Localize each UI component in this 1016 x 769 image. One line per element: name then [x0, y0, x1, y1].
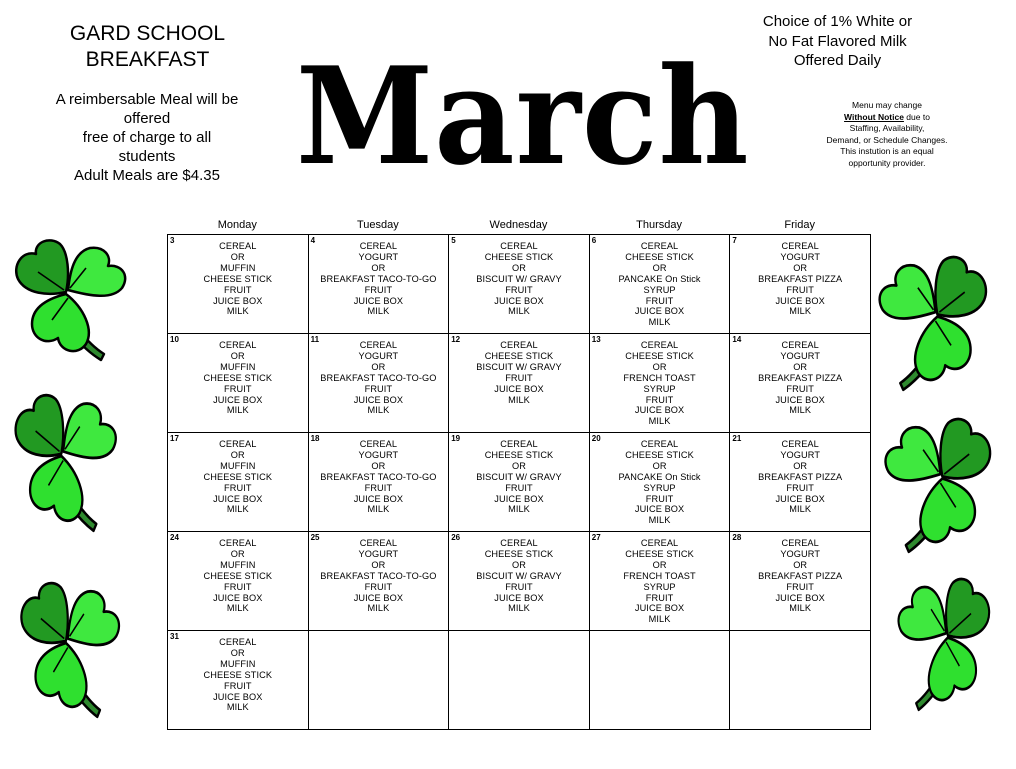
- calendar-day-cell: [308, 433, 449, 532]
- menu-item: MILK: [508, 603, 530, 614]
- calendar-empty-cell: [308, 631, 449, 730]
- menu-items: [730, 532, 870, 614]
- day-number: 3: [170, 236, 175, 245]
- menu-items: [309, 532, 449, 614]
- menu-item: OR: [652, 559, 667, 570]
- menu-item: CEREAL: [219, 538, 257, 548]
- menu-item: JUICE BOX: [634, 504, 685, 515]
- menu-item: CEREAL: [500, 439, 538, 449]
- menu-item: CHEESE STICK: [625, 350, 694, 361]
- menu-item: YOGURT: [358, 350, 399, 361]
- menu-items: [449, 235, 589, 317]
- menu-item: JUICE BOX: [353, 394, 404, 405]
- menu-item: FRUIT: [224, 284, 252, 295]
- day-number: 26: [451, 533, 461, 542]
- menu-item: CEREAL: [781, 340, 819, 350]
- shamrock-icon: [8, 234, 133, 362]
- menu-items: [168, 631, 308, 713]
- weekday-header: Monday: [217, 219, 257, 231]
- menu-item: OR: [230, 647, 245, 658]
- menu-item: CHEESE STICK: [203, 570, 273, 581]
- menu-item: BISCUIT W/ GRAVY: [476, 570, 562, 581]
- menu-item: FRUIT: [224, 581, 252, 592]
- menu-item: BREAKFAST PIZZA: [758, 471, 843, 482]
- menu-item: OR: [371, 460, 386, 471]
- shamrock-icon: [872, 250, 994, 392]
- menu-item: CEREAL: [640, 340, 679, 350]
- weekday-header: Thursday: [636, 219, 682, 231]
- milk-note: [745, 12, 930, 71]
- menu-items: [309, 433, 449, 515]
- calendar-day-cell: [168, 631, 309, 730]
- menu-item: YOGURT: [358, 548, 399, 559]
- menu-item: CHEESE STICK: [484, 449, 554, 460]
- menu-items: [730, 334, 870, 416]
- disclaimer-line: Menu may change: [852, 100, 922, 110]
- menu-items: [449, 334, 589, 405]
- menu-item: MUFFIN: [220, 658, 256, 669]
- menu-item: CEREAL: [219, 340, 257, 350]
- menu-item: CHEESE STICK: [203, 372, 273, 383]
- menu-item: FRUIT: [364, 383, 393, 394]
- calendar-day-cell: [589, 433, 730, 532]
- menu-item: JUICE BOX: [353, 592, 404, 603]
- shamrock-icon: [878, 412, 998, 554]
- day-number: 25: [310, 533, 320, 542]
- menu-item: CEREAL: [640, 439, 679, 449]
- menu-item: JUICE BOX: [634, 405, 685, 416]
- menu-item: SYRUP: [643, 284, 676, 295]
- meal-note-line: students: [118, 148, 176, 165]
- menu-items: [730, 433, 870, 515]
- calendar-week-row: [168, 433, 871, 532]
- menu-item: OR: [652, 361, 667, 372]
- day-number: 20: [591, 434, 601, 443]
- calendar-day-cell: [730, 433, 871, 532]
- day-number: 4: [310, 236, 316, 245]
- menu-item: CHEESE STICK: [625, 449, 694, 460]
- menu-item: OR: [793, 559, 808, 570]
- menu-item: BREAKFAST PIZZA: [758, 372, 843, 383]
- meal-note-line: A reimbersable Meal will be: [55, 91, 239, 108]
- menu-item: CEREAL: [219, 439, 257, 449]
- calendar-day-cell: [449, 235, 590, 334]
- shamrock-icon: [14, 576, 126, 719]
- calendar-day-cell: [168, 235, 309, 334]
- menu-item: CHEESE STICK: [203, 273, 273, 284]
- menu-item: BREAKFAST PIZZA: [758, 273, 843, 284]
- menu-item: OR: [230, 350, 245, 361]
- milk-note-line: Choice of 1% White or: [762, 13, 913, 30]
- menu-item: FRENCH TOAST: [623, 372, 696, 383]
- day-number: 7: [732, 236, 737, 245]
- menu-item: MILK: [508, 504, 530, 515]
- menu-item: BISCUIT W/ GRAVY: [476, 273, 562, 284]
- disclaimer-line: Staffing, Availability,: [849, 123, 925, 133]
- school-title-line1: GARD SCHOOL: [69, 22, 226, 45]
- menu-item: CHEESE STICK: [203, 471, 273, 482]
- menu-item: FRUIT: [505, 482, 533, 493]
- menu-item: SYRUP: [643, 482, 676, 493]
- disclaimer-emphasis: Without Notice: [844, 111, 904, 122]
- weekday-header: Wednesday: [489, 219, 548, 231]
- menu-item: JUICE BOX: [634, 603, 685, 614]
- menu-item: FRUIT: [505, 581, 533, 592]
- menu-item: JUICE BOX: [213, 691, 263, 702]
- menu-item: BREAKFAST PIZZA: [758, 570, 843, 581]
- menu-item: JUICE BOX: [494, 383, 544, 394]
- menu-item: BREAKFAST TACO-TO-GO: [320, 372, 437, 383]
- menu-item: CEREAL: [640, 538, 679, 548]
- school-title: [40, 21, 255, 73]
- disclaimer-line: Demand, or Schedule Changes.: [826, 134, 948, 145]
- menu-calendar: [167, 234, 871, 730]
- calendar-empty-cell: [449, 631, 590, 730]
- day-number: 24: [170, 533, 179, 542]
- menu-item: JUICE BOX: [494, 295, 544, 306]
- menu-item: FRUIT: [505, 372, 533, 383]
- calendar-empty-cell: [730, 631, 871, 730]
- menu-item: MILK: [789, 603, 812, 614]
- calendar-week-row: [168, 631, 871, 730]
- menu-item: MUFFIN: [220, 262, 256, 273]
- menu-item: CEREAL: [219, 637, 257, 647]
- disclaimer-line: This instution is an equal: [840, 146, 934, 156]
- menu-item: CHEESE STICK: [484, 350, 554, 361]
- menu-item: MILK: [508, 306, 530, 317]
- menu-item: FRUIT: [786, 581, 814, 592]
- menu-item: MILK: [367, 603, 390, 614]
- calendar-day-cell: [308, 235, 449, 334]
- day-number: 18: [310, 434, 320, 443]
- calendar-day-cell: [730, 334, 871, 433]
- menu-item: OR: [511, 460, 526, 471]
- menu-item: JUICE BOX: [494, 493, 544, 504]
- milk-note-line: No Fat Flavored Milk: [768, 32, 907, 50]
- menu-items: [590, 433, 730, 526]
- menu-item: CEREAL: [500, 538, 538, 548]
- day-number: 28: [732, 533, 742, 542]
- calendar-day-cell: [308, 532, 449, 631]
- calendar-day-cell: [449, 532, 590, 631]
- menu-items: [168, 334, 308, 416]
- shamrock-icon: [8, 388, 123, 533]
- menu-item: FRUIT: [645, 394, 674, 405]
- day-number: 14: [732, 335, 742, 344]
- day-number: 11: [310, 335, 320, 344]
- menu-item: JUICE BOX: [353, 493, 404, 504]
- month-title: March: [296, 38, 750, 196]
- menu-item: YOGURT: [780, 251, 821, 262]
- menu-item: MILK: [367, 306, 390, 317]
- menu-item: MILK: [226, 603, 249, 614]
- menu-item: CEREAL: [359, 538, 398, 548]
- menu-item: MILK: [789, 504, 812, 515]
- menu-item: CEREAL: [359, 439, 398, 449]
- menu-item: CEREAL: [500, 340, 538, 350]
- meal-note-line: offered: [123, 110, 171, 127]
- menu-item: OR: [652, 460, 667, 471]
- menu-item: OR: [793, 262, 808, 273]
- menu-item: OR: [371, 559, 386, 570]
- calendar-week-row: [168, 235, 871, 334]
- calendar-day-cell: [168, 334, 309, 433]
- menu-item: OR: [511, 262, 526, 273]
- menu-item: CHEESE STICK: [625, 548, 694, 559]
- weekday-header-row: [167, 218, 870, 232]
- calendar-day-cell: [589, 334, 730, 433]
- meal-note-line: Adult Meals are $4.35: [74, 167, 220, 184]
- menu-item: MILK: [367, 504, 390, 515]
- menu-item: CEREAL: [500, 241, 538, 251]
- menu-item: CEREAL: [781, 439, 819, 449]
- calendar-week-row: [168, 532, 871, 631]
- menu-item: MILK: [789, 306, 812, 317]
- day-number: 13: [591, 335, 601, 344]
- calendar-day-cell: [730, 532, 871, 631]
- menu-item: JUICE BOX: [213, 295, 263, 306]
- menu-item: JUICE BOX: [775, 295, 825, 306]
- menu-item: FRUIT: [224, 383, 252, 394]
- menu-item: MILK: [226, 504, 249, 515]
- menu-item: JUICE BOX: [775, 394, 825, 405]
- menu-item: FRUIT: [645, 295, 674, 306]
- menu-items: [168, 532, 308, 614]
- menu-disclaimer: [812, 100, 962, 169]
- menu-item: CEREAL: [781, 538, 819, 548]
- calendar-week-row: [168, 334, 871, 433]
- meal-note-line: free of charge to all: [82, 129, 212, 146]
- menu-item: JUICE BOX: [775, 592, 825, 603]
- menu-item: OR: [793, 460, 808, 471]
- menu-item: JUICE BOX: [213, 493, 263, 504]
- menu-item: CEREAL: [640, 241, 679, 251]
- calendar-day-cell: [168, 532, 309, 631]
- menu-item: OR: [230, 449, 245, 460]
- menu-item: FRUIT: [364, 482, 393, 493]
- menu-item: CEREAL: [219, 241, 257, 251]
- menu-item: FRUIT: [645, 592, 674, 603]
- weekday-header: Tuesday: [356, 219, 399, 231]
- menu-item: JUICE BOX: [775, 493, 825, 504]
- menu-item: OR: [230, 548, 245, 559]
- menu-item: CHEESE STICK: [625, 251, 694, 262]
- milk-note-line: Offered Daily: [793, 52, 882, 69]
- day-number: 12: [451, 335, 461, 344]
- menu-item: FRUIT: [364, 284, 393, 295]
- menu-item: OR: [230, 251, 245, 262]
- menu-item: MILK: [508, 394, 530, 405]
- calendar-day-cell: [589, 532, 730, 631]
- menu-item: PANCAKE On Stick: [618, 273, 701, 284]
- day-number: 17: [170, 434, 179, 443]
- menu-item: MILK: [226, 405, 249, 416]
- menu-item: FRUIT: [224, 482, 252, 493]
- menu-item: OR: [371, 361, 386, 372]
- menu-item: OR: [652, 262, 667, 273]
- day-number: 21: [732, 434, 742, 443]
- menu-items: [590, 334, 730, 427]
- menu-item: CEREAL: [359, 340, 398, 350]
- calendar-day-cell: [449, 433, 590, 532]
- menu-item: FRENCH TOAST: [623, 570, 696, 581]
- menu-items: [730, 235, 870, 317]
- menu-items: [590, 532, 730, 625]
- menu-item: BREAKFAST TACO-TO-GO: [320, 273, 437, 284]
- menu-item: OR: [371, 262, 386, 273]
- menu-item: BISCUIT W/ GRAVY: [476, 471, 562, 482]
- menu-item: MILK: [226, 702, 249, 713]
- menu-item: MILK: [367, 405, 390, 416]
- menu-item: JUICE BOX: [213, 592, 263, 603]
- menu-item: FRUIT: [786, 383, 814, 394]
- calendar-day-cell: [589, 235, 730, 334]
- menu-item: CEREAL: [781, 241, 819, 251]
- menu-item: BREAKFAST TACO-TO-GO: [320, 471, 437, 482]
- day-number: 10: [170, 335, 179, 344]
- day-number: 27: [591, 533, 601, 542]
- menu-items: [168, 433, 308, 515]
- menu-item: YOGURT: [780, 449, 821, 460]
- menu-item: JUICE BOX: [213, 394, 263, 405]
- calendar-day-cell: [168, 433, 309, 532]
- day-number: 5: [451, 236, 456, 245]
- day-number: 6: [591, 236, 597, 245]
- menu-items: [309, 235, 449, 317]
- menu-item: MILK: [648, 317, 671, 328]
- menu-item: OR: [793, 361, 808, 372]
- menu-item: FRUIT: [645, 493, 674, 504]
- menu-item: MUFFIN: [220, 460, 256, 471]
- day-number: 19: [451, 434, 461, 443]
- menu-item: CHEESE STICK: [484, 548, 554, 559]
- menu-items: [449, 433, 589, 515]
- menu-item: SYRUP: [643, 581, 676, 592]
- menu-item: JUICE BOX: [494, 592, 544, 603]
- menu-item: YOGURT: [358, 449, 399, 460]
- disclaimer-line: [812, 112, 962, 124]
- menu-item: FRUIT: [786, 482, 814, 493]
- menu-item: MUFFIN: [220, 559, 256, 570]
- menu-item: MILK: [226, 306, 249, 317]
- menu-item: YOGURT: [358, 251, 399, 262]
- day-number: 31: [170, 632, 179, 641]
- menu-item: YOGURT: [780, 350, 821, 361]
- calendar-day-cell: [730, 235, 871, 334]
- menu-item: FRUIT: [224, 680, 252, 691]
- weekday-header: Friday: [784, 219, 815, 231]
- meal-note: [38, 90, 256, 185]
- menu-item: JUICE BOX: [353, 295, 404, 306]
- menu-item: JUICE BOX: [634, 306, 685, 317]
- calendar-empty-cell: [589, 631, 730, 730]
- menu-item: BISCUIT W/ GRAVY: [476, 361, 562, 372]
- menu-item: MILK: [789, 405, 812, 416]
- menu-items: [449, 532, 589, 614]
- menu-item: SYRUP: [643, 383, 676, 394]
- menu-item: MILK: [648, 614, 671, 625]
- menu-items: [168, 235, 308, 317]
- menu-item: MUFFIN: [220, 361, 256, 372]
- menu-item: YOGURT: [780, 548, 821, 559]
- calendar-day-cell: [449, 334, 590, 433]
- menu-items: [590, 235, 730, 328]
- menu-item: FRUIT: [786, 284, 814, 295]
- menu-item: CHEESE STICK: [484, 251, 554, 262]
- calendar-day-cell: [308, 334, 449, 433]
- shamrock-icon: [892, 572, 996, 712]
- menu-item: OR: [511, 559, 526, 570]
- disclaimer-text: due to: [903, 111, 930, 122]
- menu-item: CEREAL: [359, 241, 398, 251]
- school-title-line2: BREAKFAST: [85, 48, 210, 71]
- menu-item: CHEESE STICK: [203, 669, 273, 680]
- menu-item: FRUIT: [505, 284, 533, 295]
- menu-item: BREAKFAST TACO-TO-GO: [320, 570, 437, 581]
- menu-items: [309, 334, 449, 416]
- menu-item: MILK: [648, 515, 671, 526]
- menu-item: PANCAKE On Stick: [618, 471, 701, 482]
- menu-item: MILK: [648, 416, 671, 427]
- menu-item: FRUIT: [364, 581, 393, 592]
- disclaimer-line: opportunity provider.: [848, 157, 926, 168]
